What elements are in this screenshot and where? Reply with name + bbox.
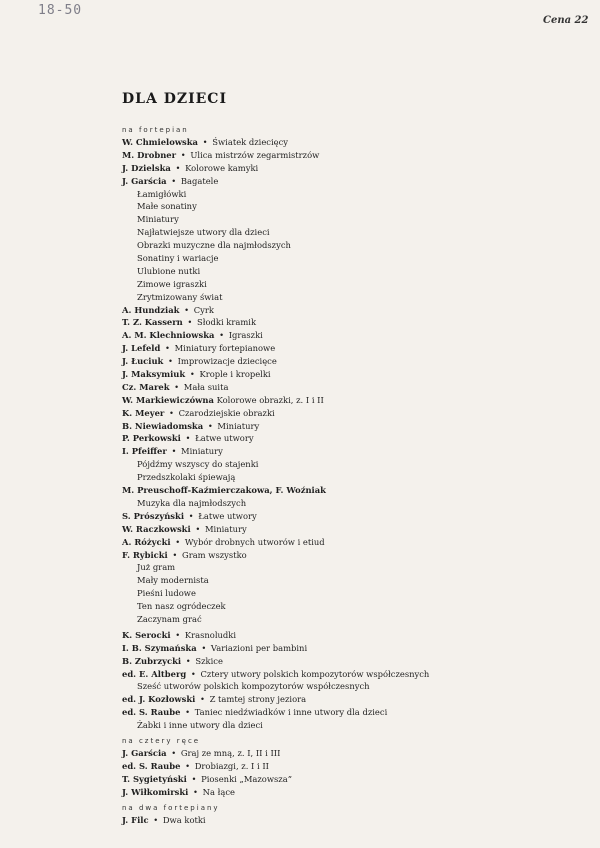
entry-line <box>122 162 592 175</box>
work-title: Zrytmizowany świat <box>137 291 223 302</box>
work-title: Łatwe utwory <box>198 510 257 521</box>
work-title: Miniatury <box>137 214 179 225</box>
entry-line <box>122 523 592 536</box>
work-title: Mała suita <box>183 381 229 392</box>
work-title: Ulica mistrzów zegarmistrzów <box>190 149 320 160</box>
catalog-entry <box>122 407 592 420</box>
composer-name: B. Zubrzycki <box>122 655 182 666</box>
entry-line <box>122 394 592 407</box>
composer-name: W. Chmielowska <box>122 137 198 147</box>
composer-name: B. Niewiadomska <box>122 420 204 431</box>
composer-name: J. Garścia <box>122 747 167 758</box>
catalog-section <box>122 802 592 827</box>
work-title: Łamigłówki <box>137 188 187 199</box>
bullet-separator: • <box>172 536 183 547</box>
catalog-entry <box>122 642 592 655</box>
entry-line <box>122 136 592 149</box>
composer-name: M. Drobner <box>122 149 177 160</box>
work-title: Kolorowe kamyki <box>185 162 259 173</box>
catalog-entry <box>122 175 592 304</box>
catalog-entry <box>122 549 592 626</box>
catalog-entry <box>122 329 592 342</box>
composer-name: I. B. Szymańska <box>122 642 197 653</box>
entry-line <box>122 329 592 342</box>
catalog-section <box>122 735 592 799</box>
work-title: Dwa kotki <box>162 814 206 825</box>
bullet-separator: • <box>171 381 182 392</box>
section-label: na cztery ręce <box>122 736 201 745</box>
work-title: Krasnoludki <box>184 629 237 640</box>
work-title: Bagatele <box>180 175 219 186</box>
catalog-entry <box>122 523 592 536</box>
entry-line <box>122 629 592 642</box>
catalog-entry <box>122 786 592 799</box>
work-title: Drobiazgi, z. I i II <box>194 760 269 771</box>
bullet-separator: • <box>178 149 189 160</box>
composer-name: T. Sygietyński <box>122 773 187 784</box>
composer-name: ed. S. Raube <box>122 760 181 771</box>
bullet-separator: • <box>169 549 180 560</box>
entry-line <box>122 706 592 719</box>
catalog-entry <box>122 432 592 445</box>
composer-name: Cz. Marek <box>122 381 170 392</box>
work-title: Miniatury fortepianowe <box>174 343 276 354</box>
work-title: Ulubione nutki <box>137 265 201 276</box>
composer-name: M. Preuschoff-Kaźmierczakowa, F. Woźniak <box>122 485 326 496</box>
catalog-entry <box>122 394 592 407</box>
catalog-entry <box>122 693 592 706</box>
entry-line <box>122 693 592 706</box>
bullet-separator: • <box>197 694 208 705</box>
catalog-entry <box>122 655 592 668</box>
catalog-entry <box>122 510 592 523</box>
work-title: Mały modernista <box>137 575 209 586</box>
work-title: Piosenki „Mazowsza” <box>201 773 292 784</box>
entry-line <box>122 420 592 433</box>
composer-name: ed. E. Altberg <box>122 668 187 679</box>
composer-name: J. Maksymiuk <box>122 369 186 380</box>
composer-name: T. Z. Kassern <box>122 317 183 328</box>
composer-name: J. Filc <box>122 814 149 825</box>
entry-line <box>122 342 592 355</box>
work-title: Najłatwiejsze utwory dla dzieci <box>137 227 270 238</box>
composer-name: ed. S. Raube <box>122 707 181 718</box>
work-title: Miniatury <box>181 446 223 457</box>
entry-line <box>122 655 592 668</box>
section-label: na fortepian <box>122 126 189 134</box>
page-title: DLA DZIECI <box>122 91 227 107</box>
entry-line <box>122 549 592 562</box>
composer-name: F. Rybicki <box>122 549 168 560</box>
work-title: Variazioni per bambini <box>210 642 308 653</box>
work-title: Gram wszystko <box>182 549 247 560</box>
work-title: Wybór drobnych utworów i etiud <box>184 536 325 547</box>
bullet-separator: • <box>172 629 183 640</box>
entry-line <box>122 381 592 394</box>
composer-name: J. Wiłkomirski <box>122 786 189 797</box>
composer-name: P. Perkowski <box>122 433 181 444</box>
entry-line <box>122 355 592 368</box>
work-title: Obrazki muzyczne dla najmłodszych <box>137 240 291 251</box>
entry-line <box>122 668 592 681</box>
entry-line <box>122 747 592 760</box>
composer-name: J. Dzielska <box>122 162 171 173</box>
bullet-separator: • <box>168 747 179 758</box>
catalog-section <box>122 124 592 732</box>
work-title: Miniatury <box>217 420 260 431</box>
bullet-separator: • <box>216 330 227 341</box>
composer-name: A. M. Klechniowska <box>122 330 215 341</box>
bullet-separator: • <box>166 407 177 418</box>
work-title: Ten nasz ogródeczek <box>137 601 226 612</box>
catalog-entry <box>122 304 592 317</box>
entry-line <box>122 175 592 188</box>
bullet-separator: • <box>150 814 161 825</box>
work-title: Małe sonatiny <box>137 201 197 212</box>
composer-name: W. Raczkowski <box>122 523 191 534</box>
bullet-separator: • <box>199 137 211 147</box>
catalog-entry <box>122 368 592 381</box>
bullet-separator: • <box>168 446 180 457</box>
catalog-entry <box>122 760 592 773</box>
catalog-entry <box>122 355 592 368</box>
composer-name: K. Serocki <box>122 629 171 640</box>
composer-name: S. Prószyński <box>122 510 185 521</box>
bullet-separator: • <box>205 420 216 431</box>
work-title: Pieśni ludowe <box>137 588 196 599</box>
entry-line <box>122 786 592 799</box>
price-label: Cena 22 <box>543 15 589 26</box>
bullet-separator: • <box>168 175 179 186</box>
catalog-entry <box>122 668 592 694</box>
catalog-entry <box>122 773 592 786</box>
catalog-entry <box>122 629 592 642</box>
work-title: Cztery utwory polskich kompozytorów współczesnych <box>200 668 430 679</box>
work-title: Słodki kramik <box>197 317 257 328</box>
bullet-separator: • <box>165 356 176 367</box>
catalog-entry <box>122 342 592 355</box>
entry-line <box>122 316 592 329</box>
work-title: Na łące <box>202 786 235 797</box>
entry-line <box>122 814 592 827</box>
entry-line <box>122 484 592 497</box>
bullet-separator: • <box>182 760 193 771</box>
bullet-separator: • <box>184 317 196 328</box>
work-title: Czarodziejskie obrazki <box>178 407 275 418</box>
composer-name: A. Różycki <box>122 536 171 547</box>
composer-name: I. Pfeiffer <box>122 446 167 457</box>
bullet-separator: • <box>162 343 173 354</box>
entry-line <box>122 368 592 381</box>
work-title: Szkice <box>195 655 223 666</box>
work-title: Sonatiny i wariacje <box>137 253 219 264</box>
work-title: Z tamtej strony jeziora <box>209 694 307 705</box>
bullet-separator: • <box>181 304 192 315</box>
entry-line <box>122 432 592 445</box>
work-title: Sześć utworów polskich kompozytorów współczesnych <box>137 681 370 692</box>
catalog-entry <box>122 420 592 433</box>
bullet-separator: • <box>187 369 198 380</box>
composer-name: J. Lefeld <box>122 343 161 354</box>
bullet-separator: • <box>188 773 200 784</box>
entry-line <box>122 149 592 162</box>
entry-line <box>122 760 592 773</box>
entry-line <box>122 773 592 786</box>
bullet-separator: • <box>182 433 194 444</box>
catalog-entry <box>122 149 592 162</box>
bullet-separator: • <box>172 162 184 173</box>
work-title: Już gram <box>137 562 176 573</box>
work-title: Przedszkolaki śpiewają <box>137 472 236 483</box>
work-title: Igraszki <box>228 330 263 341</box>
catalog-entry <box>122 706 592 732</box>
catalog-entry <box>122 445 592 484</box>
catalog-entry <box>122 381 592 394</box>
work-title: Miniatury <box>204 523 247 534</box>
work-title: Światek dziecięcy <box>212 137 289 147</box>
work-title: Zimowe igraszki <box>137 278 207 289</box>
entry-line <box>122 536 592 549</box>
entry-line <box>122 642 592 655</box>
catalog-entry <box>122 747 592 760</box>
work-title: Pójdźmy wszyscy do stajenki <box>137 459 259 470</box>
bullet-separator: • <box>182 707 193 718</box>
composer-name: A. Hundziak <box>122 304 180 315</box>
catalog-entry <box>122 814 592 827</box>
work-title: Improwizacje dziecięce <box>177 356 277 367</box>
work-title: Taniec niedźwiadków i inne utwory dla dzieci <box>194 707 388 718</box>
catalog-entry <box>122 536 592 549</box>
bullet-separator: • <box>198 642 209 653</box>
entry-line <box>122 445 592 458</box>
catalog-entry <box>122 316 592 329</box>
handwritten-note: 18-50 <box>38 3 83 18</box>
entry-line <box>122 304 592 317</box>
composer-name: J. Łuciuk <box>122 356 164 367</box>
section-label: na dwa fortepiany <box>122 803 220 812</box>
bullet-separator: • <box>183 655 194 666</box>
entry-line <box>122 510 592 523</box>
work-title: Łatwe utwory <box>195 433 254 444</box>
work-title: Graj ze mną, z. I, II i III <box>180 747 281 758</box>
bullet-separator: • <box>186 510 197 521</box>
catalog-entry <box>122 136 592 149</box>
catalog-list <box>122 124 592 826</box>
work-title: Zaczynam grać <box>137 613 202 624</box>
composer-name: J. Garścia <box>122 175 167 186</box>
composer-name: W. Markiewiczówna <box>122 394 214 405</box>
work-title: Kolorowe obrazki, z. I i II <box>216 394 324 405</box>
entry-line <box>122 407 592 420</box>
catalog-entry <box>122 162 592 175</box>
catalog-entry <box>122 484 592 510</box>
bullet-separator: • <box>192 523 203 534</box>
bullet-separator: • <box>190 786 201 797</box>
work-title: Cyrk <box>193 304 214 315</box>
work-title: Muzyka dla najmłodszych <box>137 497 247 508</box>
composer-name: K. Meyer <box>122 407 165 418</box>
work-title: Żabki i inne utwory dla dzieci <box>137 720 263 731</box>
bullet-separator: • <box>188 668 199 679</box>
work-title: Krople i kropelki <box>199 369 271 380</box>
composer-name: ed. J. Kozłowski <box>122 694 196 705</box>
